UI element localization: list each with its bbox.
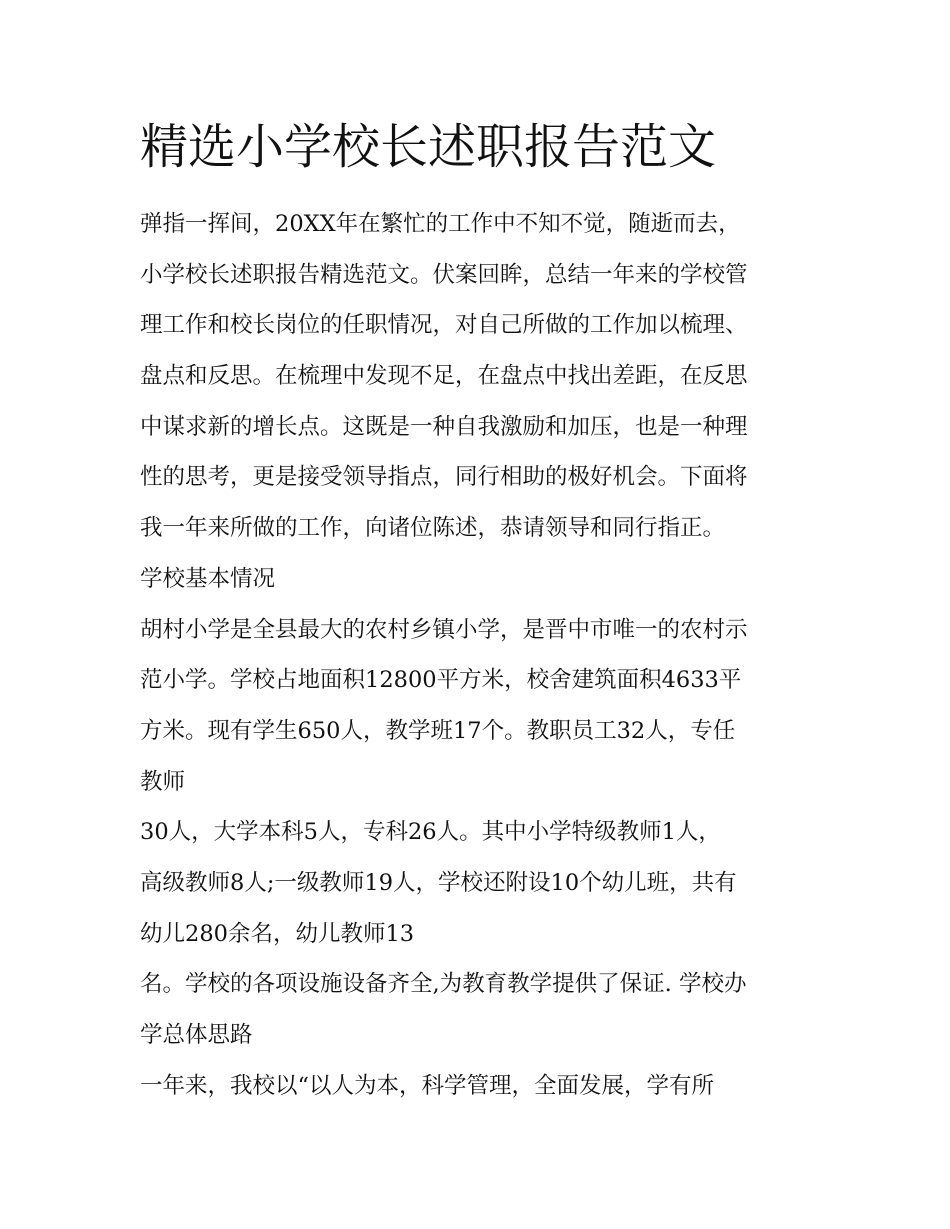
body-line: 范小学。学校占地面积12800平方米，校舍建筑面积4633平 [140, 667, 742, 694]
body-line: 理工作和校长岗位的任职情况，对自己所做的工作加以梳理、 [140, 312, 748, 339]
body-line: 幼儿280余名，幼儿教师13 [140, 920, 415, 947]
body-line: 名。学校的各项设施设备齐全,为教育教学提供了保证. 学校办 [140, 971, 747, 998]
body-line: 方米。现有学生650人，教学班17个。教职员工32人，专任 [140, 717, 736, 744]
body-line: 盘点和反思。在梳理中发现不足，在盘点中找出差距，在反思 [140, 363, 748, 390]
document-body [140, 207, 820, 1119]
section-heading: 学校基本情况 [140, 565, 276, 592]
document-title: 精选小学校长述职报告范文 [140, 119, 717, 175]
body-line: 性的思考，更是接受领导指点，同行相助的极好机会。下面将 [140, 464, 748, 491]
body-line: 一年来，我校以“以人为本，科学管理，全面发展，学有所 [140, 1072, 715, 1099]
body-line: 我一年来所做的工作，向诸位陈述，恭请领导和同行指正。 [140, 515, 726, 542]
body-line: 教师 [140, 768, 186, 795]
body-line: 高级教师8人;一级教师19人，学校还附设10个幼儿班，共有 [140, 869, 737, 896]
body-line: 小学校长述职报告精选范文。伏案回眸，总结一年来的学校管 [140, 261, 748, 288]
body-line: 中谋求新的增长点。这既是一种自我激励和加压，也是一种理 [140, 413, 748, 440]
section-heading: 学总体思路 [140, 1022, 253, 1048]
body-line: 30人，大学本科5人，专科26人。其中小学特级教师1人， [140, 819, 721, 846]
body-line: 弹指一挥间，20XX年在繁忙的工作中不知不觉，随逝而去， [140, 211, 741, 237]
body-line: 胡村小学是全县最大的农村乡镇小学，是晋中市唯一的农村示 [140, 616, 748, 643]
